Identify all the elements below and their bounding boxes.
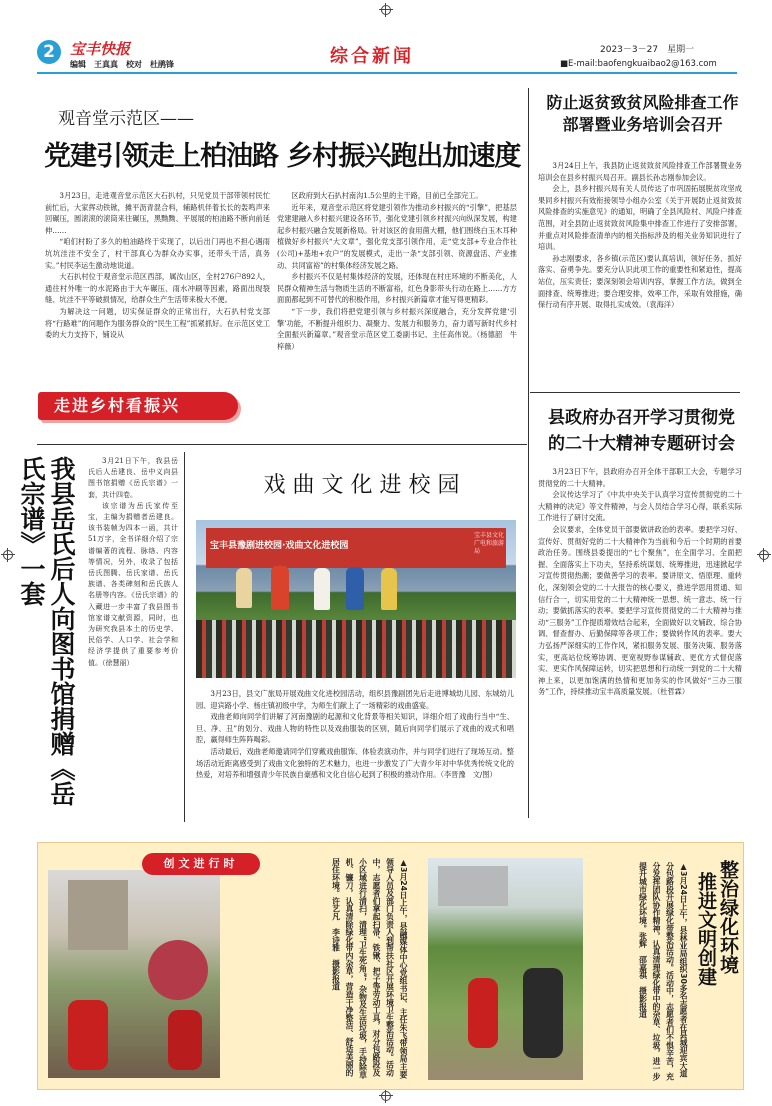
performer [271,566,289,610]
article1-body-left [45,190,270,372]
article3-body [538,466,742,818]
audience [196,620,516,678]
right-caption [590,862,690,1082]
left-caption-text: ▲3月24日上午，县融媒体中心党组书记、主任朱飞带领局主要领导人员及部门负责人到帮扶社区开展环境卫生整治活动。活动中，志愿者们拿起扫帚、铁锹、把子等劳动工具，对分包路段及小区域进行清扫，清理“卫生死角”，杂物及生活垃圾，手持除草机、镰刀，认真清除绿化带内杂草，营造干净整洁、舒适美丽的居住环境。许艺凡 李诗雅 摄影报道 [331,858,408,1079]
article3-headline [544,405,739,457]
article5-photo [196,520,516,678]
registration-mark [379,1089,393,1103]
paragraph: 活动最后，戏曲老师邀请同学们穿戴戏曲服饰、体验表演动作，并与同学们进行了现场互动。整场活动近距离感受到了戏曲文化独特的艺术魅力，也进一步激发了广大青少年对中华优秀传统文化的热爱，对培养和增强青少年民族自豪感和文化自信心起到了积极的推动作用。（李晋豫 文/图） [196,746,514,780]
paragraph: 该宗谱为岳氏家传至宝，主编为捐赠者岳建良。该书装帧为四本一函，共计51万字，全书详细介绍了宗谱编著的流程、脉络、内容等情况，另外，收录了包括岳氏图腾、岳氏家谱、岳氏族谱、各类碑刻和岳氏族人名册等内容。《岳氏宗谱》的入藏进一步丰富了我县图书馆家谱文献资源，同时，也为研究我县本土的历史学、民俗学、人口学、社会学和经济学提供了重要参考价值。（徐慧丽） [88,501,178,667]
column-divider [528,88,529,818]
banner-label: 走进乡村看振兴 [54,396,181,415]
right-photo [428,858,583,1080]
right-title-line-2: 推进文明创建 [695,872,717,986]
article5-body [196,688,514,823]
paragraph: “下一步，我们将把党建引领与乡村振兴深度融合，充分发挥党建‘引擎’功能，不断提升组织力、凝聚力、发展力和服务力，奋力谱写新时代乡村全面振兴新篇章。”观音堂示范区党工委副书记、主任高伟说。（杨德韶 牛梓薇） [277,306,517,351]
paragraph: 3月23日下午，县政府办召开全体干部职工大会，专题学习贯彻党的二十大精神。 [538,467,742,488]
photo-banner: 宝丰县豫剧进校园·戏曲文化进校园 [210,541,349,551]
building [68,880,128,950]
right-title [695,860,739,1082]
volunteer [68,1000,108,1070]
article3-headline-text: 县政府办召开学习贯彻党的二十大精神专题研讨会 [548,408,735,454]
paragraph: 3月23日，走进观音堂示范区大石扒村，只见党员干部带领村民忙前忙后，大家挥动铁锨，摊平沥青混合料，辅路机伴着长长的轰鸣声来回碾压，圆滚滚的滚筒来往碾压，黑黝黝、平展展的柏油路不断向前延伸…… [45,191,270,235]
issue-date: 2023－3－27 星期一 [600,45,695,55]
performer [314,568,330,610]
paragraph: “咱们村盼了多久的柏油路终于实现了，以后出门再也不担心遇雨坑坑洼洼不安全了，村干部真心为群众办实事，还带头干活，真务实。”村民李运生激动地说道。 [45,237,270,270]
article1-headline: 党建引领走上柏油路 乡村振兴跑出加速度 [44,141,521,172]
paragraph: 孙志刚要求，各乡镇(示范区)要认真培训，领好任务、抓好落实、奋勇争先。要充分认识此项工作的重要性和紧迫性，提高站位，压实责任；要深刻领会培训内容，掌握工作方法，做到全面排查、统筹推进；要合理安排，效率工作，采取有效措施，确保行动有序开展、取得扎实成效。（袁海洋） [538,253,742,310]
tree [148,940,208,1000]
paragraph: 为解决这一问题，切实保证群众的正常出行，大石扒村党支部将“行路难”的问题作为服务群众的“民生工程”抓紧抓好。在示范区党工委的大力支持下，铺设从 [45,306,270,340]
rule [530,392,740,393]
left-tag-label: 创文进行时 [163,857,239,870]
paper-name: 宝丰快报 [70,40,131,58]
article2-body [538,160,742,380]
registration-mark [1,548,15,562]
paragraph: 乡村振兴不仅是村集体经济的发展，还体现在村庄环境的不断美化，人民群众精神生活与物质生活的不断富裕，红色身影带头行动在路上……方方面面都起到不可替代的积极作用，乡村振兴新篇章才能写得更精彩。 [277,272,517,305]
paragraph: 3月24日上午，我县防止返贫致贫风险排查工作部署暨业务培训会在县乡村振兴局召开。副县长孙志刚参加会议。 [538,161,742,182]
volunteer [468,978,498,1048]
registration-mark [379,3,393,17]
article1-body-right [277,190,517,435]
page-number-badge: 2 [37,40,61,64]
editor-line: 编辑 王真真 校对 杜鹃锋 [70,60,174,69]
article1-kicker: 观音堂示范区—— [58,109,194,129]
article2-headline-text: 防止返贫致贫风险排查工作部署暨业务培训会召开 [546,93,739,134]
paragraph: 会议要求，全体党员干部要做讲政治的表率。要把学习好、宣传好、贯彻好党的二十大精神作为当前和今后一个时期的首要政治任务。围绕县委提出的“七个聚焦”，在全面学习、全面把握、全面落实上下功夫，坚持系统谋划、统筹推进，迅速掀起学习宣传贯彻热潮；要做善学习的表率。要讲原文、悟原理、重转化，深刻领会党的二十大报告的核心要义，推进学思用贯通、知信行合一，切实用党的二十大精神统一思想、统一意志、统一行动；要做抓落实的表率。要把学习宣传贯彻党的二十大精神与推动“三服务”工作提质增效结合起来，全面做好以文辅政、综合协调、督查督办、后勤保障等各项工作；要做转作风的表率。要大力弘扬严深细实的工作作风，紧扣服务发展、服务决策、服务落实，更高站位统筹协调、更宽视野参谋辅政、更优方式督促落实、更实作风保障运转，切实把思想和行动统一到党的二十大精神上来，以更加饱满的热情和更加务实的作风做好“三办三服务”工作，持续推动宝丰高质量发展。（杜哲霖） [538,524,742,697]
building [438,866,508,906]
article4-headline-text: 我县岳氏后人向图书馆捐赠《岳氏宗谱》一套 [17,456,76,806]
paragraph: 近年来，观音堂示范区将党建引领作为推动乡村振兴的“引擎”，把基层党建建融入乡村振兴建设各环节，强化党建引领乡村振兴向纵深发展，构建起乡村振兴融合发展新格局。针对该区的食用菌大棚，他们围绕白玉木耳种植做好乡村振兴“大文章”，强化党支部引领作用，走“党支部+专业合作社(公司)+基地+农户”的发展模式，走出一条“支部引领、资源盘活、产业推动、共同富裕”的村集体经济发展之路。 [277,202,517,270]
right-title-line-1: 整治绿化环境 [717,860,739,974]
paragraph: 大石扒村位于观音堂示范区西部，属汝山区，全村276户892人，通往村外唯一的水泥路由于大车碾压、雨水冲刷等因素，路面出现裂缝、坑洼不平等破损情况，给群众生产生活带来极大不便。 [45,272,270,305]
paragraph: 会议传达学习了《中共中央关于认真学习宣传贯彻党的二十大精神的决定》等文件精神，与会人员结合学习心得，联系实际工作进行了研讨交流。 [538,490,742,523]
header-rule [37,72,737,74]
paragraph: 区政府到大石扒村南沟1.5公里的主干路，目前已全部完工。 [291,191,483,200]
article4-body [88,456,178,822]
paragraph: 会上，县乡村振兴局有关人员传达了市巩固拓展脱贫攻坚成果同乡村振兴有效衔接领导小组办公室《关于开展防止返贫致贫风险排查的实施意见》的通知，明确了全县风险村、风险户排查范围，对全县防止返贫致贫风险集中排查工作进行了安排部署，并重点对风险排查清单内的相关指标涉及的相关业务知识进行了培训。 [538,184,742,252]
volunteer [168,1010,202,1070]
article4-headline [17,456,76,824]
section-banner [38,392,238,420]
performer [381,568,397,610]
performer [346,567,364,610]
rule [37,444,527,445]
registration-mark [757,548,771,562]
volunteer [523,968,563,1058]
performer [236,568,252,608]
left-photo [48,870,220,1078]
section-title: 综合新闻 [330,46,414,67]
contact-email: ■E-mail:baofengkuaibao2@163.com [560,59,717,69]
article2-headline [540,92,745,136]
photo-side-label: 宝丰县文化广电和旅游局 [474,532,505,555]
article5-headline: 戏曲文化进校园 [263,473,467,498]
paragraph: 3月23日，县文广旅局开展戏曲文化进校园活动，组织县豫剧团先后走进博城幼儿园、东城幼儿园、迎宾路小学、杨庄镇初级中学，为师生们献上了一场精彩的戏曲盛宴。 [196,689,514,710]
paragraph: 3月21日下午，我县岳氏后人岳建良、岳中义向县图书馆捐赠《岳氏宗谱》一套，共计四卷。 [88,457,178,499]
left-caption [228,858,410,1082]
column-divider [184,452,185,822]
paragraph: 戏曲老师向同学们讲解了河南豫剧的起源和文化背景等相关知识，详细介绍了戏曲行当中“生、旦、净、丑”的划分、戏曲人物的特性以及戏曲服装的区别，随后向同学们展示了戏曲的戏式和唱腔，赢得师生阵阵喝彩。 [196,712,514,745]
right-caption-text: ▲3月24日上午，县林业局组织30多名志愿者在县城迎宾大道分包路段开展绿化带整治活动。活动中，志愿者们不惧辛苦，充分发挥团队协作精神，认真清理绿化带中的杂草、垃圾，进一步提升城市绿化环境。张辉 邵嘉祺 摄影报道 [638,862,688,1081]
